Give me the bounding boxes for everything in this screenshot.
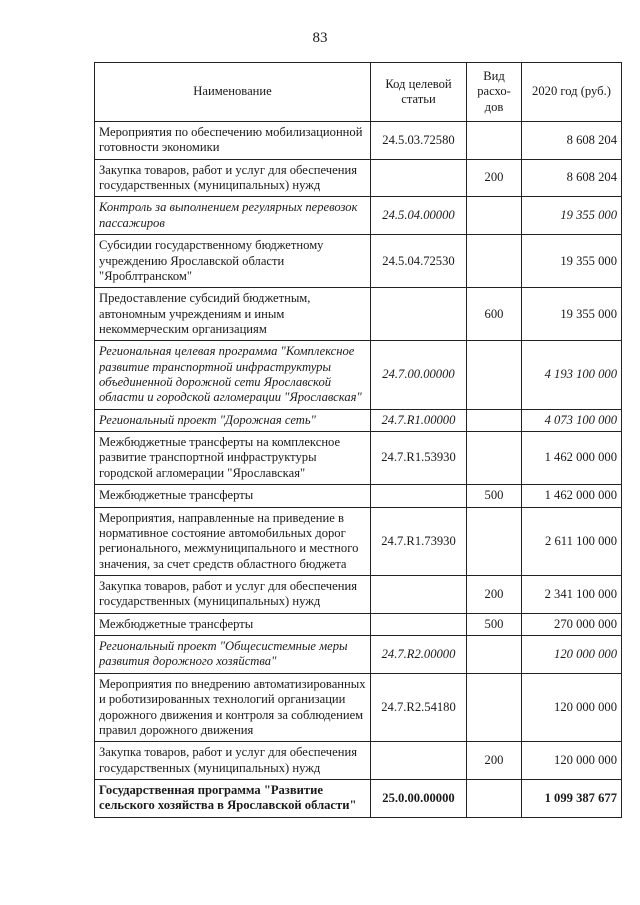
cell-name: Контроль за выполнением регулярных перевозок пассажиров [95,197,371,235]
cell-amount: 120 000 000 [522,636,622,674]
cell-code [371,288,467,341]
table-row [95,742,622,780]
cell-name: Закупка товаров, работ и услуг для обеспечения государственных (муниципальных) нужд [95,575,371,613]
cell-amount: 4 193 100 000 [522,341,622,409]
cell-code [371,159,467,197]
cell-name: Региональный проект "Дорожная сеть" [95,409,371,431]
cell-vid: 500 [467,485,522,507]
cell-name: Субсидии государственному бюджетному учреждению Ярославской области "Яроблтранском" [95,235,371,288]
cell-code: 24.7.R1.00000 [371,409,467,431]
table-row [95,636,622,674]
cell-code: 24.5.04.72530 [371,235,467,288]
cell-code: 24.7.R2.54180 [371,673,467,741]
budget-table [94,62,622,818]
cell-vid [467,341,522,409]
page-number: 83 [312,30,328,46]
header-name: Наименование [95,63,371,122]
cell-amount: 19 355 000 [522,288,622,341]
table-row [95,122,622,160]
cell-name: Мероприятия по обеспечению мобилизационной готовности экономики [95,122,371,160]
cell-amount: 19 355 000 [522,197,622,235]
table-row [95,409,622,431]
cell-amount: 2 341 100 000 [522,575,622,613]
cell-code: 24.5.04.00000 [371,197,467,235]
cell-vid: 600 [467,288,522,341]
cell-name: Предоставление субсидий бюджетным, автономным учреждениям и иным некоммерческим организациям [95,288,371,341]
cell-vid [467,673,522,741]
cell-vid [467,122,522,160]
table-row [95,432,622,485]
cell-name: Межбюджетные трансферты [95,613,371,635]
table-row [95,197,622,235]
table-row [95,673,622,741]
cell-code [371,742,467,780]
header-amount: 2020 год (руб.) [522,63,622,122]
cell-amount: 270 000 000 [522,613,622,635]
cell-vid [467,197,522,235]
cell-vid [467,432,522,485]
cell-name: Региональная целевая программа "Комплексное развитие транспортной инфраструктуры объединенной дорожной сети Ярославской области и городской агломерации "Ярославская" [95,341,371,409]
table-row [95,288,622,341]
cell-vid [467,636,522,674]
cell-vid [467,235,522,288]
cell-amount: 8 608 204 [522,122,622,160]
cell-amount: 120 000 000 [522,673,622,741]
header-vid: Вид расхо-дов [467,63,522,122]
cell-amount: 19 355 000 [522,235,622,288]
cell-code [371,485,467,507]
header-code: Код целевой статьи [371,63,467,122]
table-row [95,485,622,507]
cell-vid [467,409,522,431]
cell-vid [467,507,522,575]
cell-code: 24.7.R1.53930 [371,432,467,485]
cell-amount: 120 000 000 [522,742,622,780]
cell-code: 24.7.00.00000 [371,341,467,409]
cell-name: Региональный проект "Общесистемные меры развития дорожного хозяйства" [95,636,371,674]
table-row [95,159,622,197]
header-row [95,63,622,122]
cell-vid: 200 [467,575,522,613]
cell-vid [467,779,522,817]
cell-vid: 200 [467,159,522,197]
cell-amount: 1 462 000 000 [522,485,622,507]
cell-amount: 8 608 204 [522,159,622,197]
table-row [95,613,622,635]
cell-amount: 4 073 100 000 [522,409,622,431]
cell-name: Закупка товаров, работ и услуг для обеспечения государственных (муниципальных) нужд [95,159,371,197]
table-row [95,779,622,817]
cell-name: Закупка товаров, работ и услуг для обеспечения государственных (муниципальных) нужд [95,742,371,780]
cell-code: 24.5.03.72580 [371,122,467,160]
cell-name: Государственная программа "Развитие сельского хозяйства в Ярославской области" [95,779,371,817]
table-row [95,235,622,288]
cell-vid: 200 [467,742,522,780]
cell-code [371,575,467,613]
cell-name: Межбюджетные трансферты [95,485,371,507]
cell-code: 25.0.00.00000 [371,779,467,817]
cell-code: 24.7.R1.73930 [371,507,467,575]
cell-amount: 1 099 387 677 [522,779,622,817]
cell-amount: 2 611 100 000 [522,507,622,575]
cell-name: Межбюджетные трансферты на комплексное развитие транспортной инфраструктуры городской агломерации "Ярославская" [95,432,371,485]
table-row [95,575,622,613]
table-row [95,341,622,409]
cell-name: Мероприятия, направленные на приведение в нормативное состояние автомобильных дорог регионального, межмуниципального и местного значения, за счет средств областного бюджета [95,507,371,575]
cell-name: Мероприятия по внедрению автоматизированных и роботизированных технологий организации дорожного движения и контроля за соблюдением правил дорожного движения [95,673,371,741]
cell-code: 24.7.R2.00000 [371,636,467,674]
cell-code [371,613,467,635]
cell-vid: 500 [467,613,522,635]
table-row [95,507,622,575]
cell-amount: 1 462 000 000 [522,432,622,485]
